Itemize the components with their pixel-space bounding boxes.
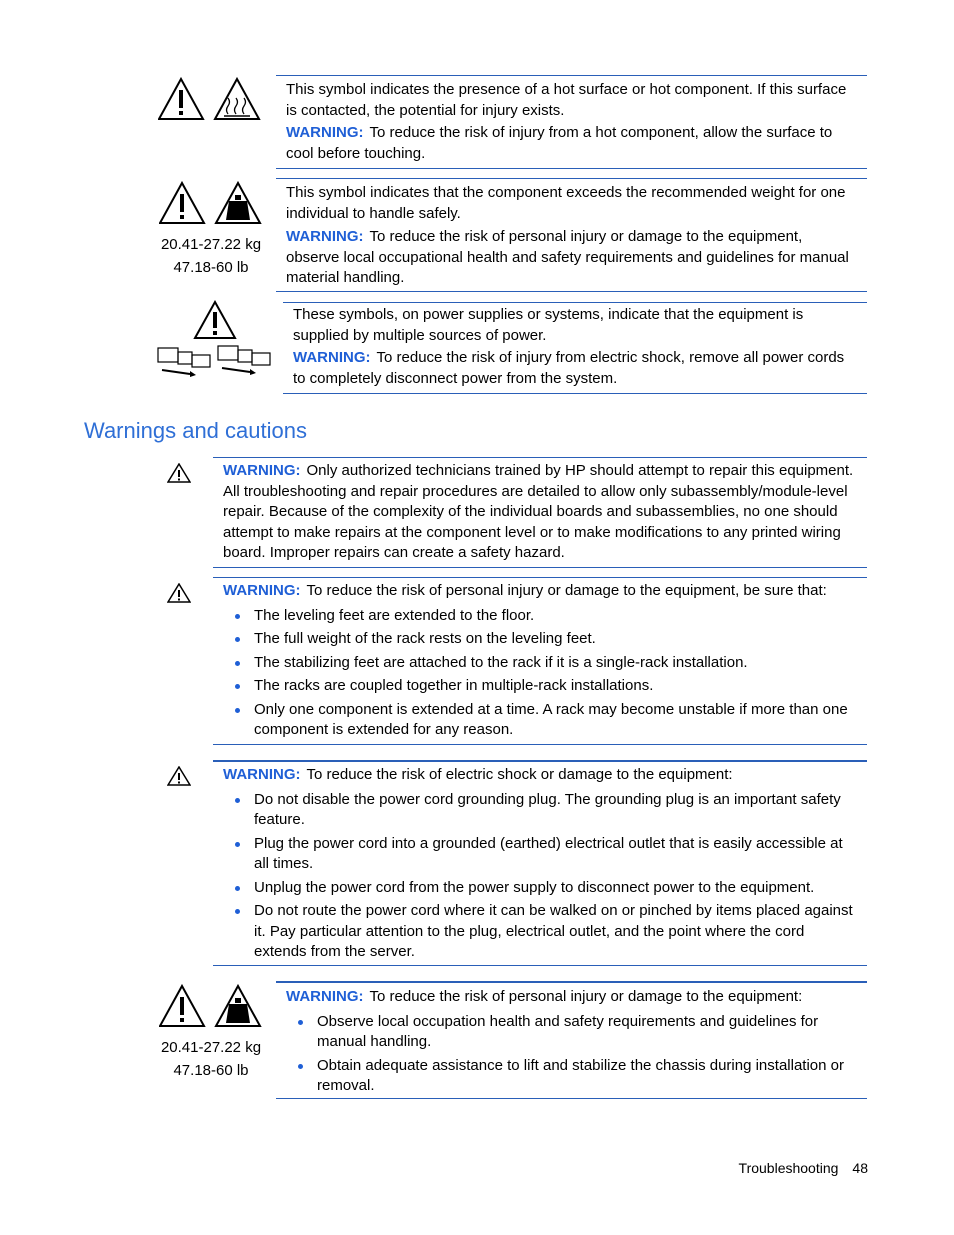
- warning-4-list: [286, 1012, 857, 1097]
- warning-box-4: [276, 981, 867, 1099]
- hot-surface-warning: [286, 123, 857, 164]
- warning-text: To reduce the risk of personal injury or damage to the equipment, be sure that:: [306, 582, 827, 599]
- list-item: The racks are coupled together in multiple-rack installations.: [223, 676, 857, 697]
- list-item: Observe local occupation health and safety requirements and guidelines for manual handling.: [286, 1012, 857, 1053]
- list-item: The stabilizing feet are attached to the rack if it is a single-rack installation.: [223, 653, 857, 674]
- heavy-weight-icon: [159, 983, 263, 1029]
- warning-text: Only authorized technicians trained by HP should attempt to repair this equipment. All troubleshooting and repair procedures are detailed to allow only subassembly/module-level repair. Because of the complexity of the individual boards and subassemblies, no one should attempt to make repairs at the component level or to make modifications to any printed wiring board. Improper repairs can create a safety hazard.: [223, 462, 854, 561]
- weight-description: This symbol indicates that the component exceeds the recommended weight for one individual to handle safely.: [286, 184, 846, 222]
- warning-label: WARNING:: [286, 228, 364, 245]
- warning-4-intro: [286, 987, 857, 1008]
- list-item: The leveling feet are extended to the floor.: [223, 606, 857, 627]
- section-heading: Warnings and cautions: [84, 418, 307, 443]
- weight-lb: 47.18-60 lb: [173, 258, 249, 276]
- warning-3-list: [223, 790, 857, 963]
- weight-symbol-group-2: [152, 983, 270, 1082]
- list-item: Plug the power cord into a grounded (earthed) electrical outlet that is easily accessible at all times.: [223, 834, 857, 875]
- warning-text: To reduce the risk of personal injury or damage to the equipment, observe local occupational health and safety requirements and guidelines for manual material handling.: [286, 228, 849, 286]
- warning-label: WARNING:: [286, 124, 364, 141]
- warning-box-2: [213, 577, 867, 745]
- list-item: The full weight of the rack rests on the leveling feet.: [223, 629, 857, 650]
- list-item: Do not disable the power cord grounding plug. The grounding plug is an important safety feature.: [223, 790, 857, 831]
- weight-symbol-group: [152, 180, 270, 279]
- multiple-power-sources-icon: [154, 300, 276, 380]
- weight-box: [276, 178, 867, 292]
- warning-box-3: [213, 760, 867, 966]
- warning-2-intro: [223, 581, 857, 602]
- heavy-weight-icon: [159, 180, 263, 226]
- list-item: Unplug the power cord from the power supply to disconnect power to the equipment.: [223, 878, 857, 899]
- weight-kg: 20.41-27.22 kg: [160, 235, 262, 253]
- multi-power-description: These symbols, on power supplies or systems, indicate that the equipment is supplied by multiple sources of power.: [293, 306, 804, 344]
- warning-icon: [167, 583, 191, 603]
- multi-power-symbol-group: [154, 300, 276, 387]
- warning-label: WARNING:: [223, 582, 301, 599]
- warning-box-1: [213, 457, 867, 568]
- hot-surface-symbol-group: [158, 76, 262, 129]
- hot-surface-description: This symbol indicates the presence of a hot surface or hot component. If this surface is contacted, the potential for injury exists.: [286, 81, 847, 119]
- warning-3-intro: [223, 765, 857, 786]
- warning-label: WARNING:: [293, 349, 371, 366]
- warning-text: To reduce the risk of electric shock or damage to the equipment:: [306, 766, 733, 783]
- hot-surface-icon: [158, 76, 262, 122]
- footer-section: Troubleshooting: [738, 1160, 839, 1176]
- warning-1-text: [223, 461, 857, 564]
- warning-2-list: [223, 606, 857, 741]
- multi-power-warning: [293, 348, 857, 389]
- warning-icon: [167, 463, 191, 483]
- weight-warning: [286, 227, 857, 289]
- warning-label: WARNING:: [223, 766, 301, 783]
- weight-kg: 20.41-27.22 kg: [160, 1038, 262, 1056]
- hot-surface-box: [276, 75, 867, 169]
- multi-power-box: [283, 302, 867, 394]
- warning-text: To reduce the risk of injury from electric shock, remove all power cords to completely disconnect power from the system.: [293, 349, 845, 387]
- warning-label: WARNING:: [286, 988, 364, 1005]
- weight-lb: 47.18-60 lb: [173, 1061, 249, 1079]
- page-number: 48: [852, 1160, 868, 1176]
- list-item: Do not route the power cord where it can be walked on or pinched by items placed against it. Pay particular attention to the plug, electrical outlet, and the point where the cord extends from the server.: [223, 901, 857, 963]
- warning-icon: [167, 766, 191, 786]
- warning-label: WARNING:: [223, 462, 301, 479]
- warning-text: To reduce the risk of personal injury or damage to the equipment:: [369, 988, 803, 1005]
- list-item: Only one component is extended at a time. A rack may become unstable if more than one component is extended for any reason.: [223, 700, 857, 741]
- warning-text: To reduce the risk of injury from a hot component, allow the surface to cool before touching.: [286, 124, 833, 162]
- page-footer: [739, 1158, 868, 1179]
- list-item: Obtain adequate assistance to lift and stabilize the chassis during installation or removal.: [286, 1056, 857, 1097]
